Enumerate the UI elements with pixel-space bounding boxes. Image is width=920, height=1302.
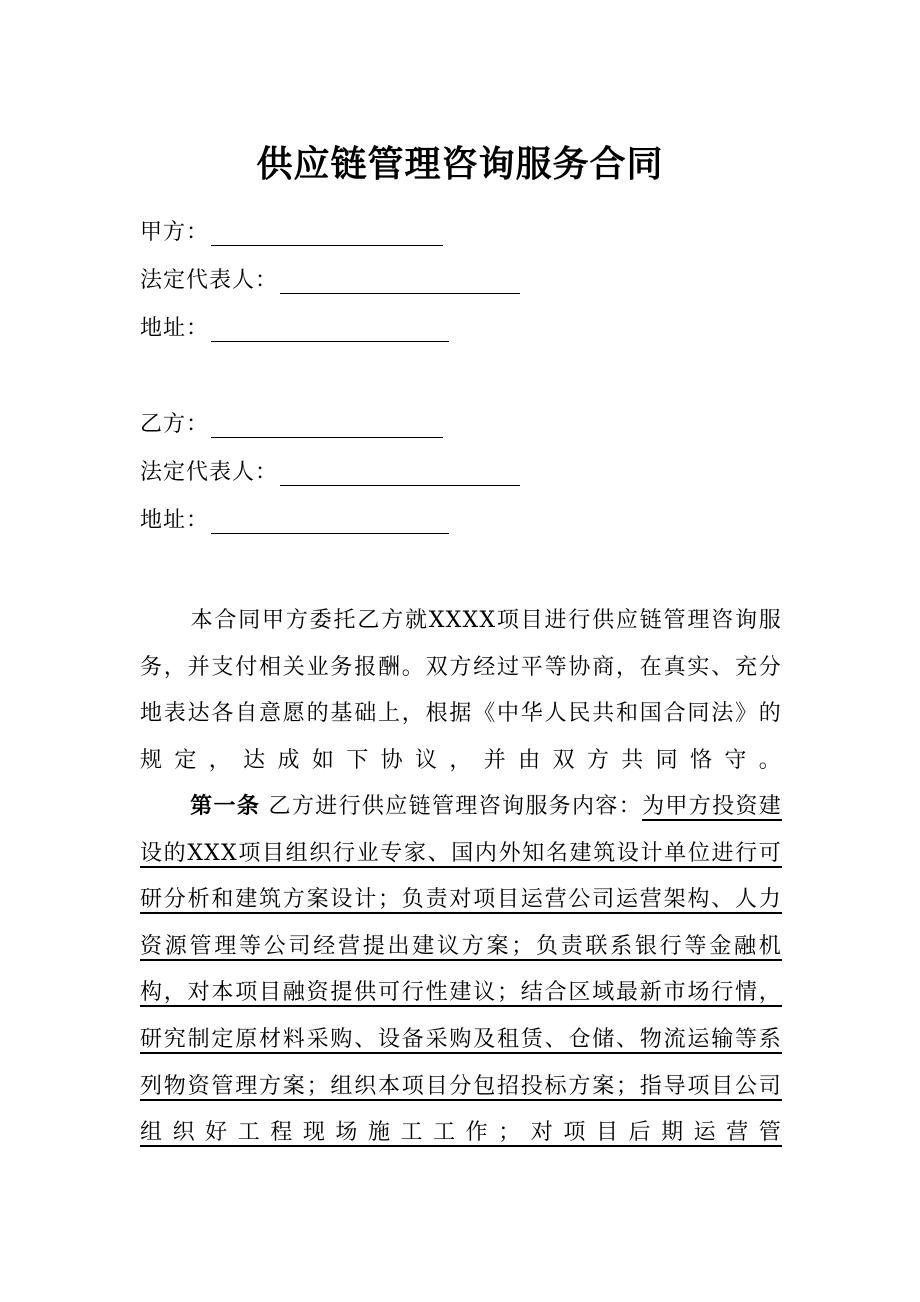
- party-a-rep-field: [140, 260, 520, 294]
- party-a-name-label: 甲方：: [140, 220, 210, 245]
- party-b-addr-field: [140, 500, 449, 534]
- party-b-name-blank: [211, 411, 443, 438]
- intro-text: 本合同甲方委托乙方就XXXX项目进行供应链管理咨询服务，并支付相关业务报酬。双方经过平等协商，在真实、充分地表达各自意愿的基础上，根据《中华人民共和国合同法》的规定，达成如下协议，并由双方共同恪守。: [140, 608, 782, 773]
- article-1-paragraph: [140, 784, 782, 1157]
- party-a-name-field: [140, 212, 443, 246]
- party-b-rep-blank: [280, 459, 520, 486]
- page-title: 供应链管理咨询服务合同: [256, 144, 664, 185]
- party-a-rep-label: 法定代表人：: [140, 268, 279, 293]
- party-b-rep-field: [140, 452, 520, 486]
- party-a-rep-blank: [280, 267, 520, 294]
- party-b-addr-blank: [211, 507, 449, 534]
- party-a-name-blank: [211, 219, 443, 246]
- party-b-rep-label: 法定代表人：: [140, 460, 279, 485]
- party-a-addr-blank: [211, 315, 449, 342]
- party-b-name-label: 乙方：: [140, 412, 210, 437]
- party-a-addr-label: 地址：: [140, 316, 210, 341]
- article-1-lead: 乙方进行供应链管理咨询服务内容：: [268, 794, 643, 819]
- party-b-addr-label: 地址：: [140, 508, 210, 533]
- article-1-content: 为甲方投资建设的XXX项目组织行业专家、国内外知名建筑设计单位进行可研分析和建筑方案设计；负责对项目运营公司运营架构、人力资源管理等公司经营提出建议方案；负责联系银行等金融机构，对本项目融资提供可行性建议；结合区域最新市场行情，研究制定原材料采购、设备采购及租赁、仓储、物流运输等系列物资管理方案；组织本项目分包招投标方案；指导项目公司组织好工程现场施工工作；对项目后期运营管: [140, 794, 782, 1146]
- party-a-addr-field: [140, 308, 449, 342]
- intro-paragraph: [140, 598, 782, 784]
- article-1-heading: 第一条: [190, 794, 261, 819]
- party-b-name-field: [140, 404, 443, 438]
